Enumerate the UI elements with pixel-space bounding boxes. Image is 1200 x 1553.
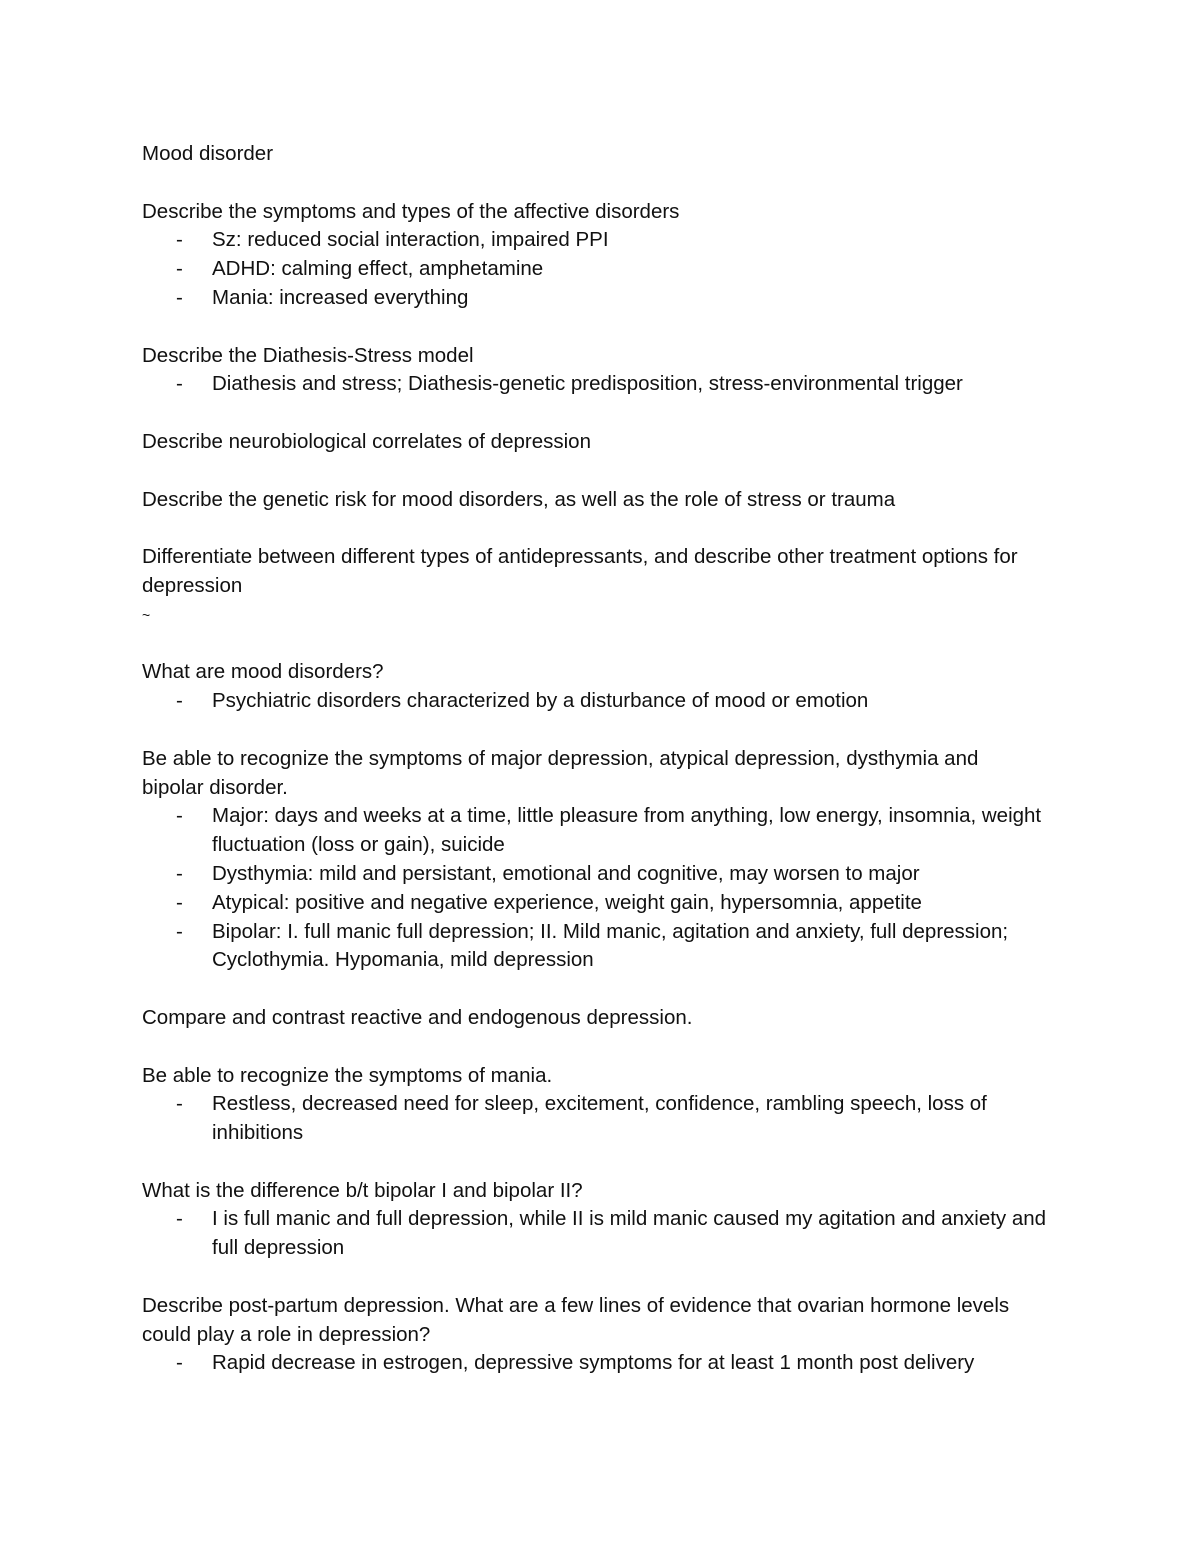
bullet-list [142,687,1082,716]
list-item [142,1205,1072,1263]
document-title: Mood disorder [142,142,274,165]
list-item [142,802,1072,860]
bullet-list [142,370,1082,399]
section-heading: What are mood disorders? [142,660,384,684]
list-item-text: Diathesis and stress; Diathesis-genetic predisposition, stress-environmental trigger [212,372,963,396]
bullet-dash: - [176,1351,183,1375]
section-heading: Describe post-partum depression. What are a few lines of evidence that ovarian hormone levels could play a role in depression? [142,1293,1010,1346]
section-heading: Describe the Diathesis-Stress model [142,343,474,367]
section-heading: Describe neurobiological correlates of depression [142,429,591,453]
list-item-text: Major: days and weeks at a time, little pleasure from anything, low energy, insomnia, weight fluctuation (loss or gain), suicide [212,804,1042,857]
list-item-text: Mania: increased everything [212,285,469,309]
bullet-dash: - [176,890,183,914]
list-item [142,226,1072,255]
bullet-list [142,1090,1082,1148]
list-item [142,370,1072,399]
list-item [142,255,1072,284]
bullet-list [142,802,1082,975]
bullet-dash: - [176,285,183,309]
list-item-text: Restless, decreased need for sleep, excitement, confidence, rambling speech, loss of inhibitions [212,1092,987,1145]
list-item [142,1349,1072,1378]
section-heading: Compare and contrast reactive and endogenous depression. [142,1005,693,1029]
list-item [142,918,1072,976]
list-item [142,687,1072,716]
bullet-dash: - [176,1092,183,1116]
list-item [142,284,1072,313]
bullet-list [142,226,1082,312]
section-heading: Differentiate between different types of antidepressants, and describe other treatment options for depression [142,545,1018,597]
section-heading: Describe the genetic risk for mood disorders, as well as the role of stress or trauma [142,487,896,511]
list-item [142,1090,1072,1148]
section-heading: Describe the symptoms and types of the affective disorders [142,199,680,223]
list-item-text: Atypical: positive and negative experience, weight gain, hypersomnia, appetite [212,890,922,914]
bullet-dash: - [176,257,183,281]
list-item-text: Bipolar: I. full manic full depression; II. Mild manic, agitation and anxiety, full depression; Cyclothymia. Hypomania, mild depression [212,919,1009,972]
bullet-dash: - [176,804,183,828]
section-heading: Be able to recognize the symptoms of mania. [142,1063,553,1087]
bullet-dash: - [176,919,183,943]
list-item [142,889,1072,918]
section-heading: What is the difference b/t bipolar I and bipolar II? [142,1178,583,1202]
bullet-dash: - [176,1207,183,1231]
list-item-text: Psychiatric disorders characterized by a disturbance of mood or emotion [212,689,869,713]
bullet-dash: - [176,861,183,885]
list-item-text: Rapid decrease in estrogen, depressive symptoms for at least 1 month post delivery [212,1351,975,1375]
list-item-text: Sz: reduced social interaction, impaired PPI [212,228,609,252]
list-item [142,860,1072,889]
bullet-dash: - [176,372,183,396]
section-heading: Be able to recognize the symptoms of major depression, atypical depression, dysthymia and bipolar disorder. [142,746,979,799]
list-item-text: Dysthymia: mild and persistant, emotional and cognitive, may worsen to major [212,861,920,885]
bullet-dash: - [176,689,183,713]
bullet-dash: - [176,228,183,252]
list-item-text: ADHD: calming effect, amphetamine [212,257,544,281]
tilde-mark: ~ [142,606,151,623]
bullet-list [142,1205,1082,1263]
bullet-list [142,1349,1082,1378]
document-page [142,140,1082,1378]
list-item-text: I is full manic and full depression, while II is mild manic caused my agitation and anxiety and full depression [212,1207,1047,1260]
